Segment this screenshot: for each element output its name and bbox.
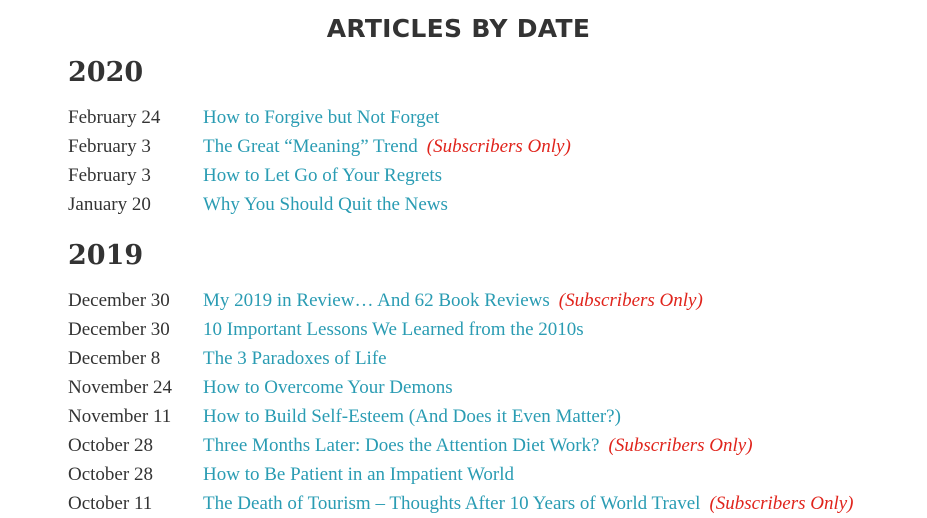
page-title: ARTICLES BY DATE [326,14,591,43]
article-link[interactable]: How to Let Go of Your Regrets [203,165,443,186]
article-list [68,103,908,219]
article-link[interactable]: The Death of Tourism – Thoughts After 10 Years of World Travel [203,493,701,514]
article-date: December 30 [68,319,170,340]
article-link[interactable]: How to Forgive but Not Forget [203,107,440,128]
article-row [68,315,908,344]
article-row [68,489,908,518]
article-link[interactable]: 10 Important Lessons We Learned from the 2010s [203,319,584,340]
subscribers-only-note: (Subscribers Only) [709,493,854,514]
article-date: December 30 [68,290,170,311]
article-date: November 24 [68,377,172,398]
article-list [68,286,908,518]
article-link[interactable]: The Great “Meaning” Trend [203,136,418,157]
article-row [68,190,908,219]
article-row [68,132,908,161]
year-heading: 2020 [68,57,144,88]
article-date: January 20 [68,194,151,215]
subscribers-only-note: (Subscribers Only) [558,290,703,311]
article-date: November 11 [68,406,172,427]
article-row [68,161,908,190]
article-date: October 28 [68,464,153,485]
article-link[interactable]: Three Months Later: Does the Attention Diet Work? [203,435,600,456]
year-section-2019 [68,238,908,518]
article-row [68,402,908,431]
article-row [68,103,908,132]
article-link[interactable]: My 2019 in Review… And 62 Book Reviews [203,290,550,311]
article-row [68,460,908,489]
article-link[interactable]: How to Build Self-Esteem (And Does it Even Matter?) [203,406,621,427]
article-row [68,373,908,402]
article-date: February 24 [68,107,161,128]
article-date: October 11 [68,493,153,514]
article-date: October 28 [68,435,153,456]
subscribers-only-note: (Subscribers Only) [608,435,753,456]
article-date: December 8 [68,348,161,369]
article-row [68,286,908,315]
article-row [68,431,908,460]
article-link[interactable]: How to Be Patient in an Impatient World [203,464,515,485]
year-section-2020 [68,55,908,219]
article-date: February 3 [68,165,151,186]
article-link[interactable]: The 3 Paradoxes of Life [203,348,387,369]
subscribers-only-note: (Subscribers Only) [426,136,571,157]
year-heading: 2019 [68,240,144,271]
article-row [68,344,908,373]
article-link[interactable]: How to Overcome Your Demons [203,377,453,398]
article-link[interactable]: Why You Should Quit the News [203,194,448,215]
article-date: February 3 [68,136,151,157]
